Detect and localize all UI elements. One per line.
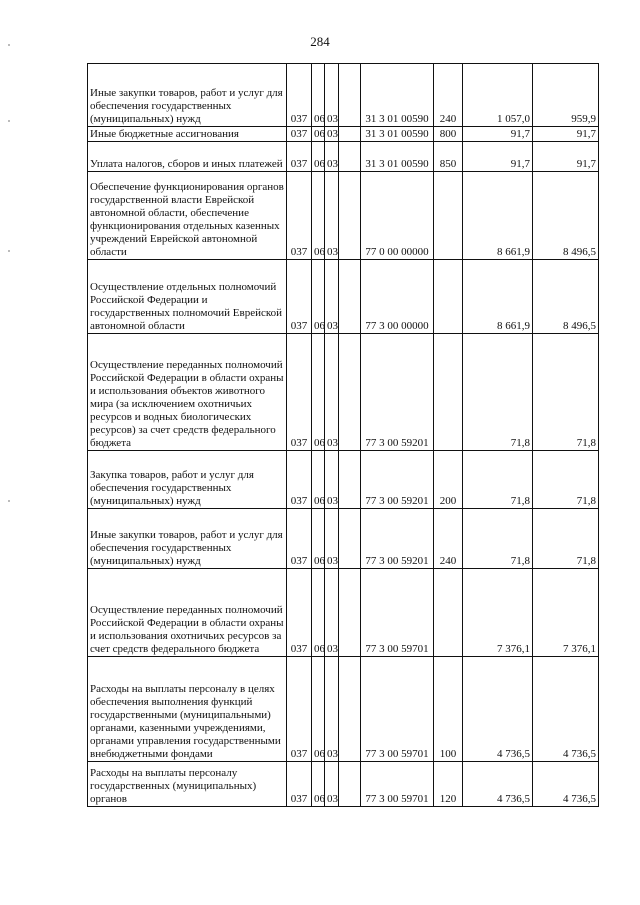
- amount-plan: 71,8: [463, 509, 533, 569]
- subsection-code: 03: [325, 762, 339, 807]
- ministry-code: 037: [287, 509, 312, 569]
- target-code: 31 3 01 00590: [361, 142, 434, 172]
- ministry-code: 037: [287, 127, 312, 142]
- amount-fact: 71,8: [533, 334, 599, 451]
- target-code: 31 3 01 00590: [361, 64, 434, 127]
- expense-type-code: [434, 569, 463, 657]
- ministry-code: 037: [287, 260, 312, 334]
- margin-mark: [8, 250, 10, 252]
- target-code-part: [339, 657, 361, 762]
- table-row: [88, 172, 599, 260]
- target-code-part: [339, 64, 361, 127]
- target-code: 77 3 00 59701: [361, 657, 434, 762]
- table-row: [88, 451, 599, 509]
- subsection-code: 03: [325, 509, 339, 569]
- table-row: [88, 657, 599, 762]
- row-name: Расходы на выплаты персоналу в целях обеспечения выполнения функций государственными (муниципальными) органами, казенными учреждениями, органами управления государственными внебюджетными фондами: [88, 657, 287, 762]
- row-name: Иные бюджетные ассигнования: [88, 127, 287, 142]
- amount-fact: 4 736,5: [533, 762, 599, 807]
- margin-mark: [8, 500, 10, 502]
- section-code: 06: [312, 127, 325, 142]
- amount-plan: 7 376,1: [463, 569, 533, 657]
- expense-type-code: 120: [434, 762, 463, 807]
- target-code-part: [339, 142, 361, 172]
- row-name: Осуществление переданных полномочий Российской Федерации в области охраны и использования охотничьих ресурсов за счет средств федерального бюджета: [88, 569, 287, 657]
- table-row: [88, 569, 599, 657]
- amount-plan: 4 736,5: [463, 657, 533, 762]
- amount-fact: 71,8: [533, 451, 599, 509]
- target-code: 77 3 00 59201: [361, 451, 434, 509]
- amount-fact: 7 376,1: [533, 569, 599, 657]
- ministry-code: 037: [287, 569, 312, 657]
- table-row: [88, 334, 599, 451]
- margin-mark: [8, 120, 10, 122]
- ministry-code: 037: [287, 762, 312, 807]
- amount-plan: 1 057,0: [463, 64, 533, 127]
- row-name: Закупка товаров, работ и услуг для обеспечения государственных (муниципальных) нужд: [88, 451, 287, 509]
- row-name: Расходы на выплаты персоналу государственных (муниципальных) органов: [88, 762, 287, 807]
- expense-type-code: [434, 334, 463, 451]
- expense-type-code: [434, 172, 463, 260]
- section-code: 06: [312, 334, 325, 451]
- amount-plan: 91,7: [463, 142, 533, 172]
- expense-type-code: 100: [434, 657, 463, 762]
- table-row: [88, 509, 599, 569]
- amount-fact: 91,7: [533, 127, 599, 142]
- target-code-part: [339, 127, 361, 142]
- section-code: 06: [312, 260, 325, 334]
- expense-type-code: 800: [434, 127, 463, 142]
- row-name: Иные закупки товаров, работ и услуг для обеспечения государственных (муниципальных) нужд: [88, 64, 287, 127]
- ministry-code: 037: [287, 172, 312, 260]
- table-row: [88, 142, 599, 172]
- ministry-code: 037: [287, 657, 312, 762]
- ministry-code: 037: [287, 451, 312, 509]
- target-code-part: [339, 334, 361, 451]
- target-code-part: [339, 762, 361, 807]
- section-code: 06: [312, 509, 325, 569]
- target-code: 77 3 00 59201: [361, 334, 434, 451]
- row-name: Осуществление переданных полномочий Российской Федерации в области охраны и использования объектов животного мира (за исключением охотничьих ресурсов и водных биологических ресурсов) за счет средств федерального бюджета: [88, 334, 287, 451]
- subsection-code: 03: [325, 657, 339, 762]
- target-code-part: [339, 172, 361, 260]
- expense-type-code: 200: [434, 451, 463, 509]
- ministry-code: 037: [287, 334, 312, 451]
- amount-fact: 959,9: [533, 64, 599, 127]
- amount-plan: 71,8: [463, 334, 533, 451]
- subsection-code: 03: [325, 451, 339, 509]
- subsection-code: 03: [325, 260, 339, 334]
- section-code: 06: [312, 172, 325, 260]
- target-code: 31 3 01 00590: [361, 127, 434, 142]
- target-code: 77 0 00 00000: [361, 172, 434, 260]
- amount-plan: 8 661,9: [463, 260, 533, 334]
- amount-fact: 8 496,5: [533, 172, 599, 260]
- section-code: 06: [312, 142, 325, 172]
- amount-plan: 91,7: [463, 127, 533, 142]
- subsection-code: 03: [325, 64, 339, 127]
- section-code: 06: [312, 451, 325, 509]
- budget-table: [87, 63, 599, 807]
- subsection-code: 03: [325, 172, 339, 260]
- target-code: 77 3 00 59701: [361, 569, 434, 657]
- section-code: 06: [312, 762, 325, 807]
- row-name: Осуществление отдельных полномочий Российской Федерации и государственных полномочий Еврейской автономной области: [88, 260, 287, 334]
- target-code: 77 3 00 59201: [361, 509, 434, 569]
- table-row: [88, 260, 599, 334]
- table-row: [88, 64, 599, 127]
- page-number: 284: [310, 34, 330, 49]
- subsection-code: 03: [325, 127, 339, 142]
- table-row: [88, 762, 599, 807]
- amount-fact: 91,7: [533, 142, 599, 172]
- section-code: 06: [312, 657, 325, 762]
- amount-plan: 8 661,9: [463, 172, 533, 260]
- ministry-code: 037: [287, 142, 312, 172]
- amount-plan: 4 736,5: [463, 762, 533, 807]
- margin-mark: [8, 44, 10, 46]
- target-code-part: [339, 260, 361, 334]
- expense-type-code: [434, 260, 463, 334]
- row-name: Обеспечение функционирования органов государственной власти Еврейской автономной области, обеспечение функционирования отдельных казенных учреждений Еврейской автономной области: [88, 172, 287, 260]
- amount-fact: 71,8: [533, 509, 599, 569]
- subsection-code: 03: [325, 569, 339, 657]
- target-code: 77 3 00 00000: [361, 260, 434, 334]
- target-code-part: [339, 451, 361, 509]
- target-code: 77 3 00 59701: [361, 762, 434, 807]
- section-code: 06: [312, 569, 325, 657]
- target-code-part: [339, 569, 361, 657]
- amount-fact: 8 496,5: [533, 260, 599, 334]
- table-row: [88, 127, 599, 142]
- row-name: Иные закупки товаров, работ и услуг для обеспечения государственных (муниципальных) нужд: [88, 509, 287, 569]
- subsection-code: 03: [325, 334, 339, 451]
- amount-plan: 71,8: [463, 451, 533, 509]
- ministry-code: 037: [287, 64, 312, 127]
- row-name: Уплата налогов, сборов и иных платежей: [88, 142, 287, 172]
- section-code: 06: [312, 64, 325, 127]
- expense-type-code: 240: [434, 64, 463, 127]
- expense-type-code: 850: [434, 142, 463, 172]
- target-code-part: [339, 509, 361, 569]
- expense-type-code: 240: [434, 509, 463, 569]
- subsection-code: 03: [325, 142, 339, 172]
- amount-fact: 4 736,5: [533, 657, 599, 762]
